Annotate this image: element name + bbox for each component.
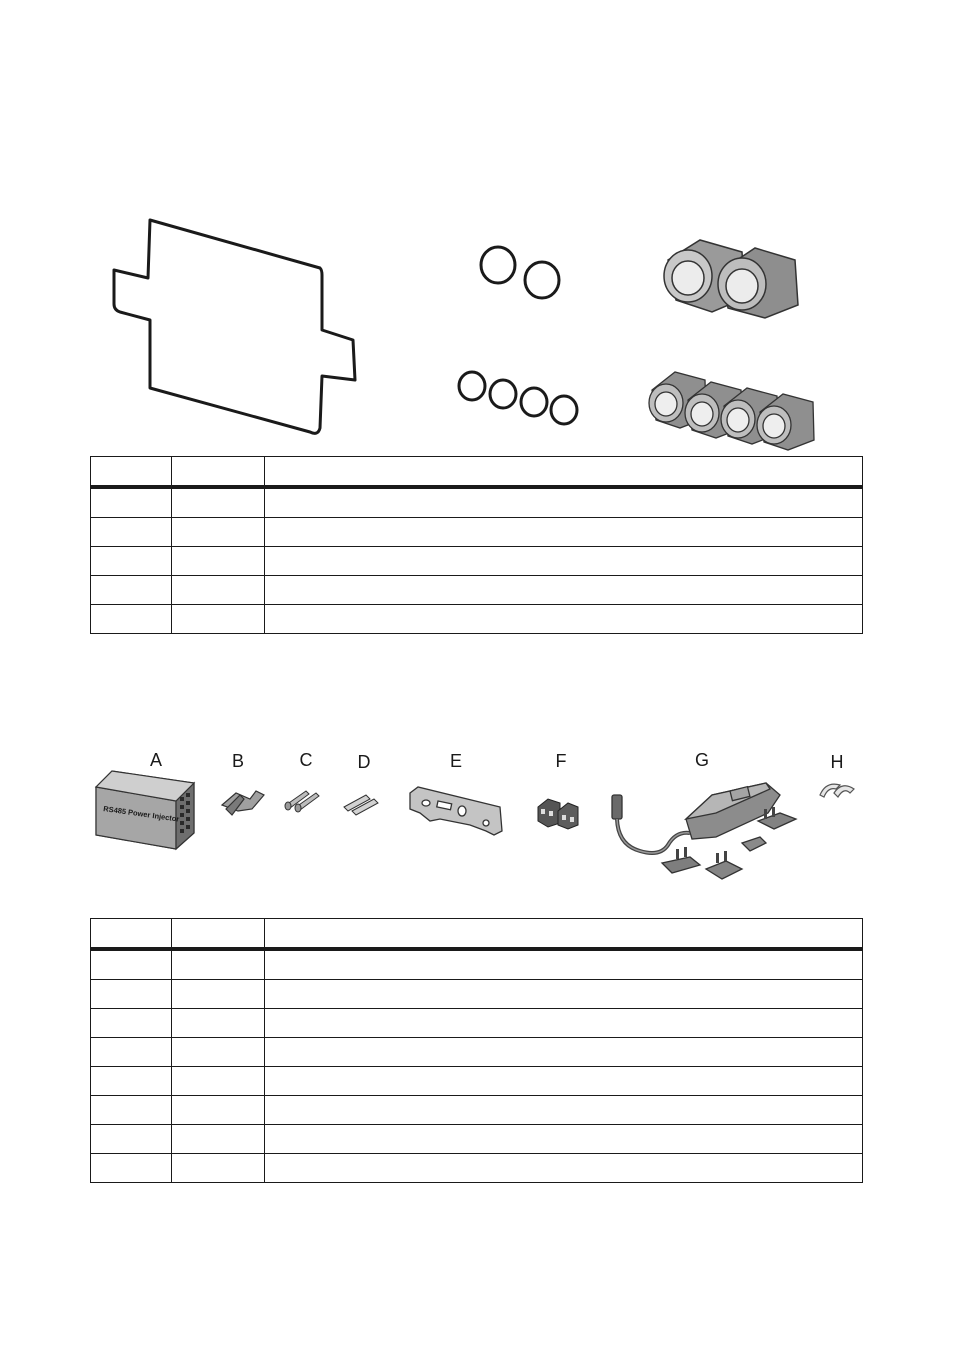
table-cell: [172, 605, 265, 634]
table-cell: [172, 547, 265, 576]
table-row: [91, 1009, 863, 1038]
table-cell: [91, 1009, 172, 1038]
table-header-row: [91, 919, 863, 950]
table-row: [91, 980, 863, 1009]
figure-label-h: H: [830, 752, 844, 772]
table-cell: [172, 1038, 265, 1067]
figure-bottom: [0, 765, 954, 900]
figure-label-f: F: [555, 751, 567, 771]
cable-clamp-icon: [820, 784, 854, 797]
table-cell: [265, 487, 863, 518]
gasket-icon: [114, 220, 355, 433]
table-row: [91, 1154, 863, 1183]
header-cell: [265, 919, 863, 950]
table-row: [91, 1067, 863, 1096]
table-row: [91, 1096, 863, 1125]
table-cell: [265, 1038, 863, 1067]
table-cell: [265, 1125, 863, 1154]
table-row: [91, 576, 863, 605]
table-cell: [265, 1009, 863, 1038]
table-row: [91, 547, 863, 576]
table-cell: [172, 487, 265, 518]
table-row: [91, 1125, 863, 1154]
header-cell: [172, 919, 265, 950]
figure-label-c: C: [299, 750, 313, 770]
table-cell: [265, 576, 863, 605]
table-cell: [91, 487, 172, 518]
power-injector-icon: [96, 771, 194, 849]
header-cell: [265, 457, 863, 488]
table-cell: [91, 1125, 172, 1154]
table-cell: [172, 1125, 265, 1154]
table-row: [91, 605, 863, 634]
table-cell: [172, 949, 265, 980]
table-cell: [265, 1067, 863, 1096]
table-cell: [265, 980, 863, 1009]
header-cell: [91, 919, 172, 950]
injector-label: RS485 Power Injector: [102, 804, 180, 824]
table-cell: [91, 1154, 172, 1183]
table-cell: [265, 518, 863, 547]
table-cell: [91, 576, 172, 605]
table-cell: [91, 1038, 172, 1067]
bracket-icon: [410, 787, 502, 835]
cable-glands-four-icon: [649, 372, 814, 450]
table-cell: [265, 605, 863, 634]
o-rings-four-icon: [459, 372, 577, 424]
table-cell: [172, 1096, 265, 1125]
o-rings-pair-icon: [481, 247, 559, 298]
table-cell: [91, 980, 172, 1009]
table-cell: [91, 1096, 172, 1125]
table-cell: [265, 1096, 863, 1125]
table-cell: [91, 547, 172, 576]
figure-label-b: B: [231, 751, 245, 771]
table-cell: [172, 576, 265, 605]
table-cell: [172, 1154, 265, 1183]
table-cell: [172, 980, 265, 1009]
table-cell: [172, 518, 265, 547]
header-cell: [172, 457, 265, 488]
figure-label-d: D: [357, 752, 371, 772]
table-row: [91, 487, 863, 518]
screws-icon: [285, 791, 319, 812]
figure-label-a: A: [149, 750, 163, 770]
table-cell: [172, 1009, 265, 1038]
figure-top: [0, 200, 954, 455]
table-header-row: [91, 457, 863, 488]
parts-table-top: [90, 456, 863, 634]
terminal-blocks-icon: [538, 799, 578, 829]
power-adapter-icon: [612, 783, 796, 879]
cable-glands-pair-icon: [664, 240, 798, 318]
table-row: [91, 1038, 863, 1067]
table-cell: [265, 949, 863, 980]
figure-label-g: G: [694, 750, 710, 770]
table-cell: [91, 518, 172, 547]
wall-plugs-icon: [344, 795, 378, 815]
table-cell: [91, 949, 172, 980]
table-cell: [265, 1154, 863, 1183]
parts-table-bottom: [90, 918, 863, 1183]
clip-icon: [222, 791, 264, 815]
figure-label-e: E: [449, 751, 463, 771]
table-cell: [172, 1067, 265, 1096]
table-cell: [265, 547, 863, 576]
table-row: [91, 949, 863, 980]
table-row: [91, 518, 863, 547]
table-cell: [91, 605, 172, 634]
table-cell: [91, 1067, 172, 1096]
header-cell: [91, 457, 172, 488]
